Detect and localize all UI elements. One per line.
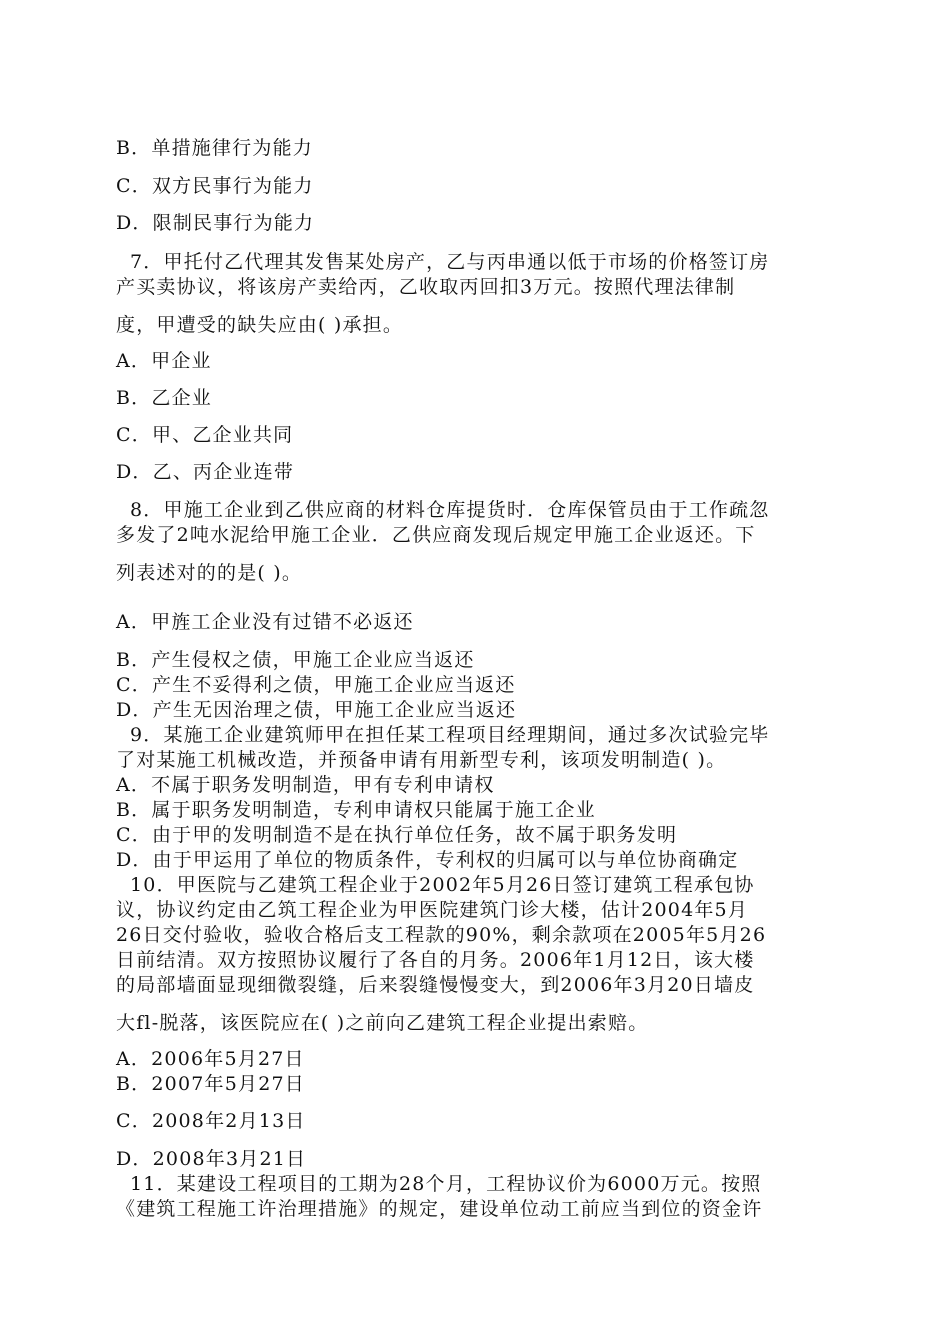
option-line: C．甲、乙企业共同 (116, 424, 294, 446)
option-line: B．2007年5月27日 (116, 1073, 305, 1095)
option-line: A．甲旌工企业没有过错不必返还 (116, 611, 414, 633)
option-line: C．双方民事行为能力 (116, 175, 314, 197)
question-line: 多发了2吨水泥给甲施工企业．乙供应商发现后规定甲施工企业返还。下 (116, 524, 756, 546)
option-line: A．甲企业 (116, 350, 212, 372)
question-line: 的局部墙面显现细微裂缝，后来裂缝慢慢变大，到2006年3月20日墙皮 (116, 974, 755, 996)
option-line: D．2008年3月21日 (116, 1148, 307, 1170)
option-line: B．乙企业 (116, 387, 212, 409)
question-line: 产买卖协议，将该房产卖给丙，乙收取丙回扣3万元。按照代理法律制 (116, 276, 736, 298)
option-line: A．不属于职务发明制造，甲有专利申请权 (116, 774, 495, 796)
question-line: 列表述对的的是( )。 (116, 562, 303, 584)
option-line: B．产生侵权之债，甲施工企业应当返还 (116, 649, 475, 671)
question-11: 11．某建设工程项目的工期为28个月，工程协议价为6000万元。按照 (130, 1173, 762, 1195)
question-9: 9．某施工企业建筑师甲在担任某工程项目经理期间，通过多次试验完毕 (130, 724, 770, 746)
question-line: 26日交付验收，验收合格后支工程款的90%，剩余款项在2005年5月26 (116, 924, 767, 946)
question-7: 7．甲托付乙代理其发售某处房产，乙与丙串通以低于市场的价格签订房 (130, 251, 770, 273)
option-line: A．2006年5月27日 (116, 1048, 305, 1070)
option-line: D．限制民事行为能力 (116, 212, 315, 234)
option-line: C．2008年2月13日 (116, 1110, 306, 1132)
option-line: D．乙、丙企业连带 (116, 461, 295, 483)
question-line: 大fl-脱落，该医院应在( )之前向乙建筑工程企业提出索赔。 (116, 1012, 649, 1034)
option-line: B．单措施律行为能力 (116, 137, 313, 159)
question-8: 8．甲施工企业到乙供应商的材料仓库提货时．仓库保管员由于工作疏忽 (130, 499, 770, 521)
option-line: B．属于职务发明制造，专利申请权只能属于施工企业 (116, 799, 596, 821)
question-line: 《建筑工程施工许治理措施》的规定，建设单位动工前应当到位的资金许 (116, 1198, 763, 1220)
option-line: D．由于甲运用了单位的物质条件，专利权的归属可以与单位协商确定 (116, 849, 739, 871)
option-line: C．由于甲的发明制造不是在执行单位任务，故不属于职务发明 (116, 824, 678, 846)
question-line: 了对某施工机械改造，并预备申请有用新型专利，该项发明制造( )。 (116, 749, 727, 771)
question-10: 10．甲医院与乙建筑工程企业于2002年5月26日签订建筑工程承包协 (130, 874, 755, 896)
question-line: 议，协议约定由乙筑工程企业为甲医院建筑门诊大楼，估计2004年5月 (116, 899, 749, 921)
option-line: D．产生无因治理之债，甲施工企业应当返还 (116, 699, 517, 721)
question-line: 日前结清。双方按照协议履行了各自的月务。2006年1月12日，该大楼 (116, 949, 755, 971)
question-line: 度，甲遭受的缺失应由( )承担。 (116, 314, 404, 336)
option-line: C．产生不妥得利之债，甲施工企业应当返还 (116, 674, 516, 696)
